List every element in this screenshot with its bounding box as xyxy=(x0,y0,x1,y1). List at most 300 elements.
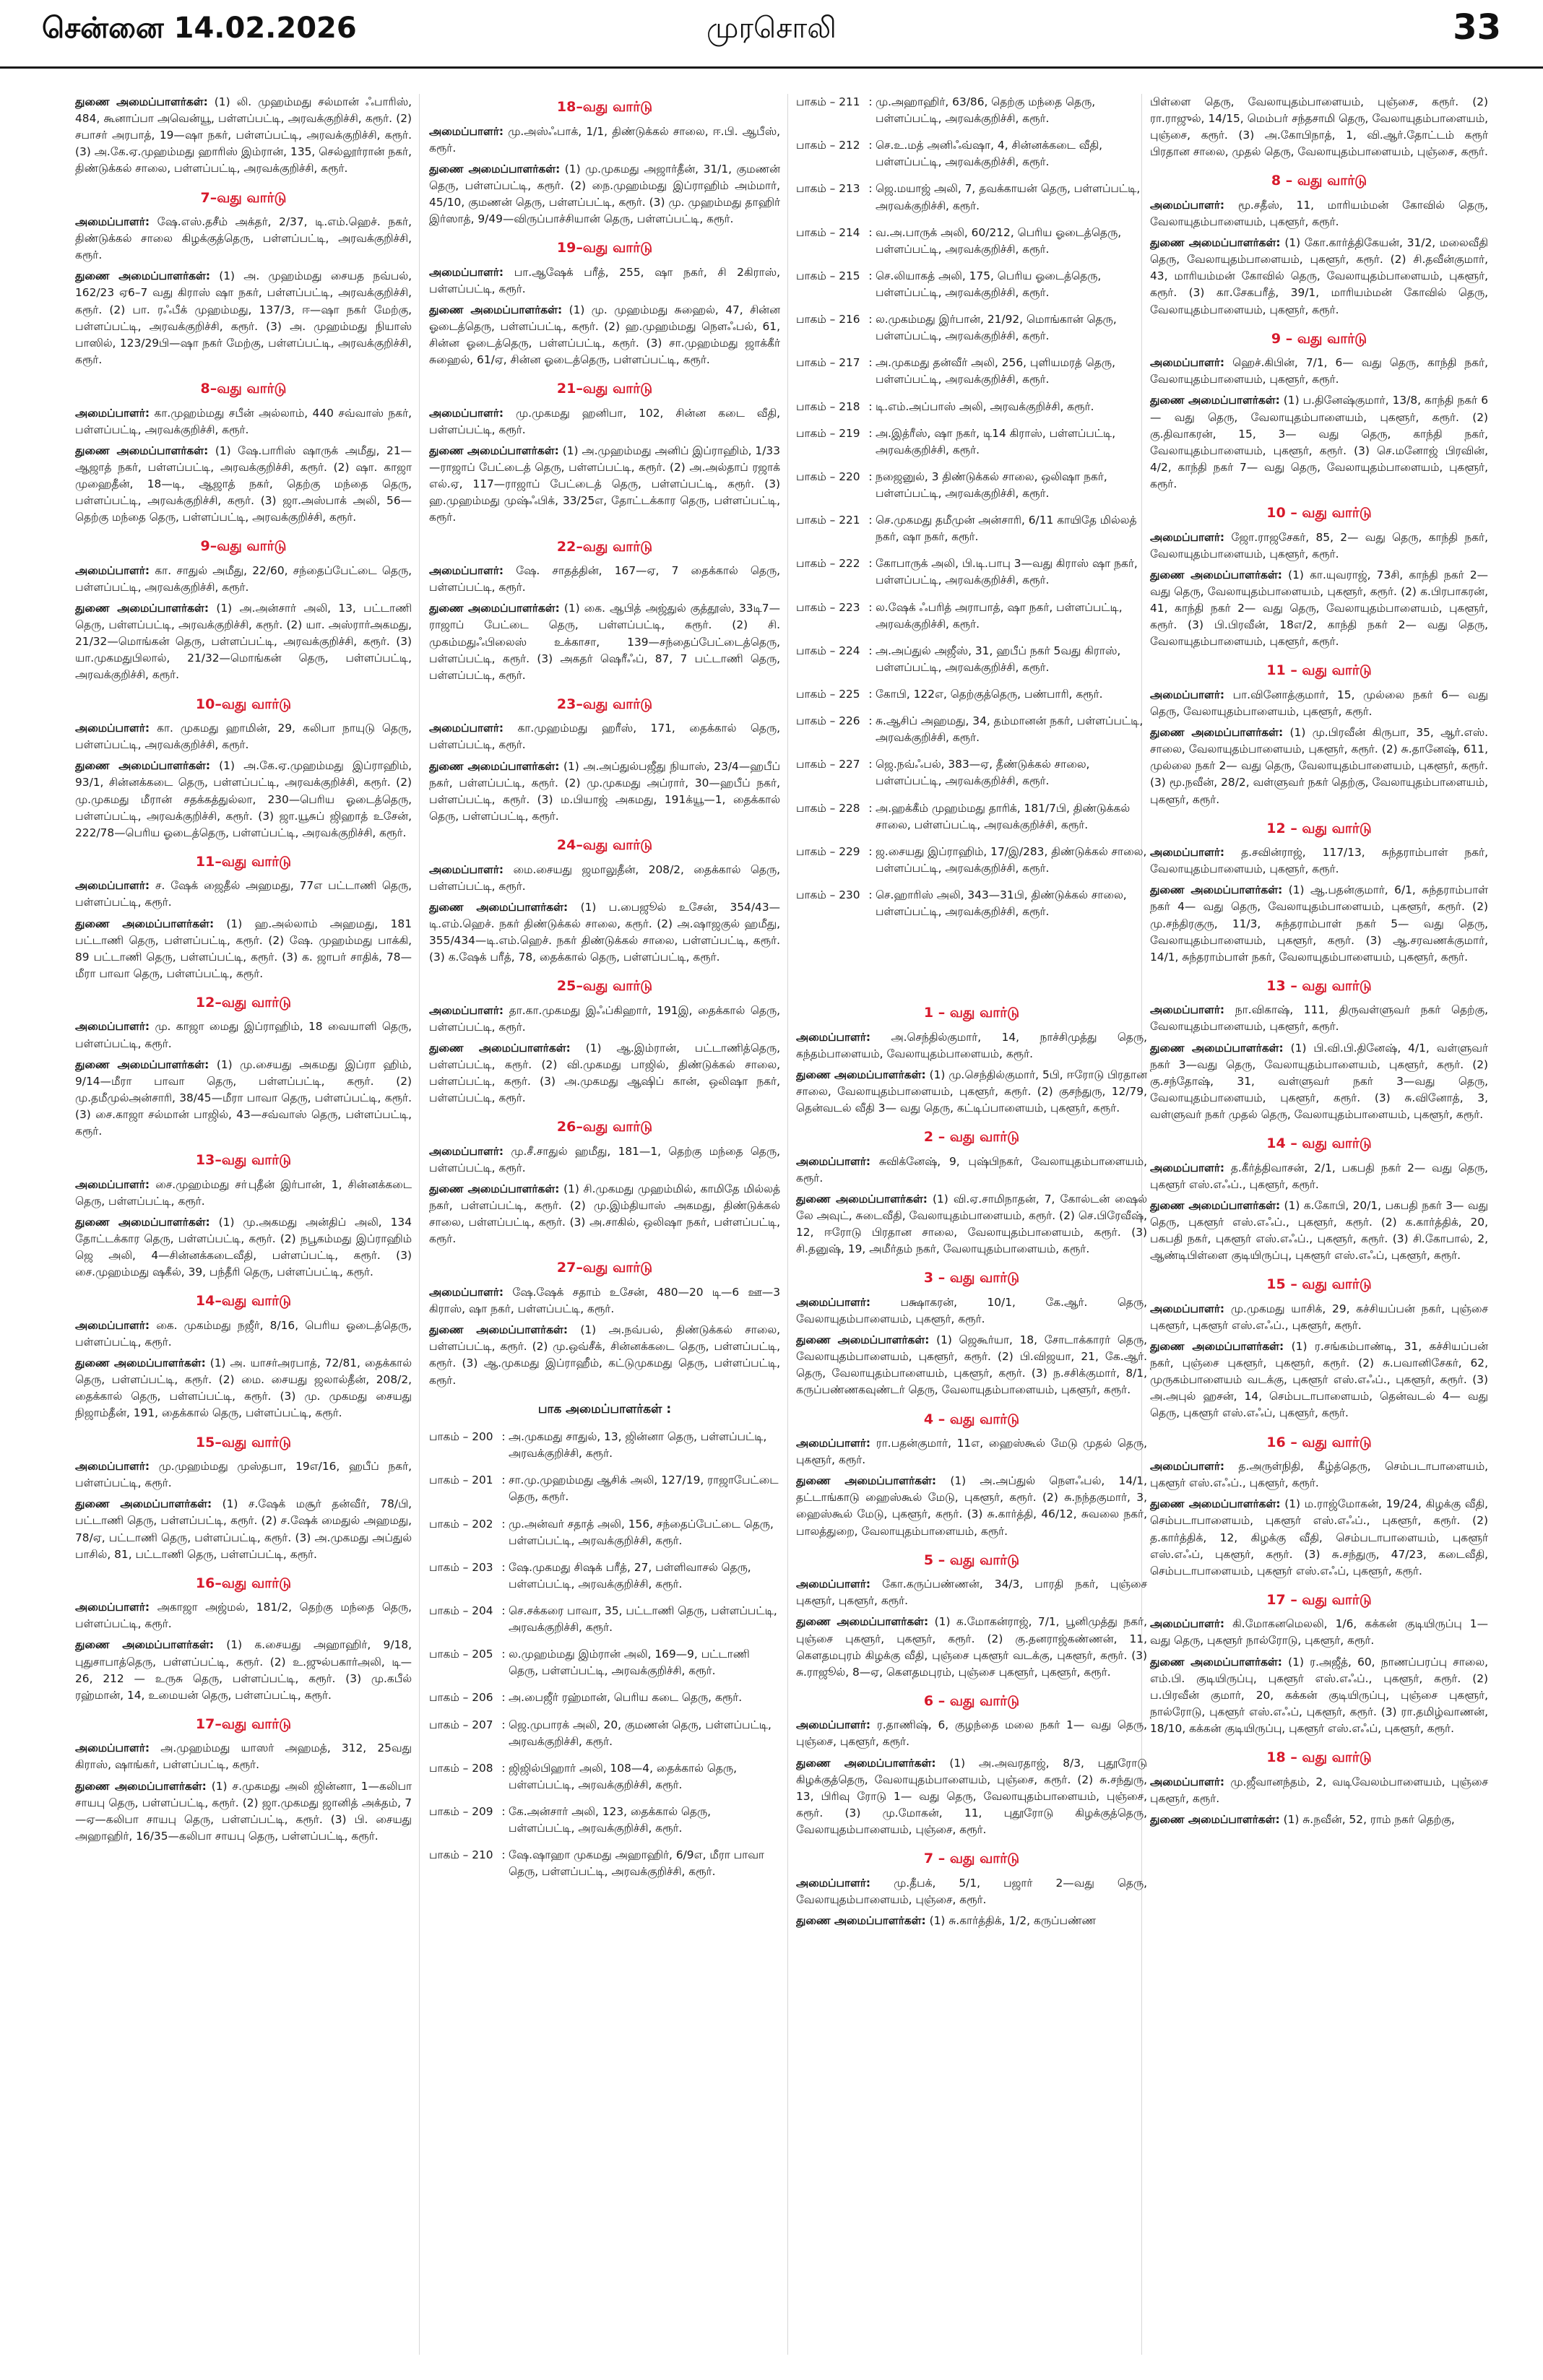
role-label: துணை அமைப்பாளர்கள்: xyxy=(796,1756,936,1770)
member-entry xyxy=(429,1143,780,1177)
page-number: 33 xyxy=(1453,7,1501,48)
member-entry xyxy=(1150,355,1488,388)
booth-details: ஷே.ஷாஹா முகமது அஹாஹிர், 6/9எ, மீரா பாவா தெரு, பள்ளப்பட்டி, அரவக்குறிச்சி, கரூர். xyxy=(509,1848,764,1879)
ward-block xyxy=(75,992,412,1140)
newspaper-masthead xyxy=(0,0,1543,69)
ward-block xyxy=(75,188,412,368)
booth-details: ல.முஹம்மது இம்ரான் அலி, 169—9, பட்டாணி தெரு, பள்ளப்பட்டி, அரவக்குறிச்சி, கரூர். xyxy=(509,1648,750,1678)
member-details: (1) அ.கே.ஏ.முஹம்மது இப்ராஹிம், 93/1, சின்னக்கடை தெரு, பள்ளப்பட்டி, அரவக்குறிச்சி, கரூர். (2) மு.முகமது மீரான் சதக்கத்துல்லா, 230—பெரிய ஓடைத்தெரு, பள்ளப்பட்டி, அரவக்குறிச்சி, கரூர். (3) ஜா.யூசுப் ஜிஹாத் உசேன், 222/78—பெரிய ஓடைத்தெரு, பள்ளப்பட்டி, அரவக்குறிச்சி, கரூர். xyxy=(75,759,412,839)
booth-details: சா.மு.முஹம்மது ஆசிக் அலி, 127/19, ராஜாபேட்டை தெரு, கரூர். xyxy=(509,1474,779,1504)
role-label: துணை அமைப்பாளர்கள்: xyxy=(796,1474,937,1488)
colon-separator: : xyxy=(868,95,873,108)
ward-heading: 26–வது வார்டு xyxy=(556,1119,653,1135)
ward-block xyxy=(75,378,412,526)
ward-block xyxy=(796,1550,1147,1681)
ward-block xyxy=(429,1258,780,1388)
colon-separator: : xyxy=(501,1718,506,1731)
member-entry xyxy=(429,720,780,753)
role-label: அமைப்பாளர்: xyxy=(1150,1161,1225,1174)
member-details: சை.முஹம்மது சா்புதீன் இர்பான், 1, சின்னக்கடை தெரு, பள்ளப்பட்டி, கரூர். xyxy=(75,1177,412,1208)
member-entry xyxy=(75,1018,412,1052)
member-entry xyxy=(75,1778,412,1845)
member-details: த.அருள்நிதி, கீழ்த்தெரு, செம்படாபாளையம், புகளூர் எஸ்.எஃப்., புகளூர், கரூர். xyxy=(1150,1460,1488,1490)
member-details: அகாஜா அஜ்மல், 181/2, தெற்கு மந்தை தெரு, பள்ளப்பட்டி, கரூர். xyxy=(75,1601,412,1631)
booth-number: பாகம் – 202 xyxy=(429,1517,493,1531)
member-entry xyxy=(1150,1774,1488,1807)
newspaper-title: முரசொலி xyxy=(706,12,837,45)
ward-block xyxy=(1150,1432,1488,1580)
member-entry xyxy=(429,563,780,596)
member-entry xyxy=(429,899,780,966)
role-label: துணை அமைப்பாளர்கள்: xyxy=(1150,394,1280,407)
member-entry xyxy=(75,268,412,368)
column-divider xyxy=(419,94,420,2355)
colon-separator: : xyxy=(868,182,873,196)
role-label: அமைப்பாளர்: xyxy=(1150,356,1225,370)
booth-row xyxy=(796,756,1147,789)
role-label: துணை அமைப்பாளர்கள்: xyxy=(1150,1497,1281,1511)
member-details: (1) லி. முஹம்மது சல்மான் ஃபாரிஸ், 484, கூனாப்பா அவென்யூ, பள்ளப்பட்டி, அரவக்குறிச்சி, கரூர். (2) சபாசர் அரபாத், 19—ஷா நகர், பள்ளப்பட்டி, அரவக்குறிச்சி, கரூர். (3) அ.கே.ஏ.முஹம்மது ஹாரிஸ் இம்ரான், 135, செல்லூர்ரான் நகர், திண்டுக்கல் சாலை, பள்ளப்பட்டி, அரவக்குறிச்சி, கரூர். xyxy=(75,95,412,176)
booth-details: கோபி, 122எ, தெற்குத்தெரு, பண்பாரி, கரூர். xyxy=(876,687,1103,701)
colon-separator: : xyxy=(868,557,873,571)
member-entry xyxy=(75,878,412,911)
member-entry xyxy=(429,264,780,298)
role-label: அமைப்பாளர்: xyxy=(796,1437,871,1450)
ward-heading: 9 – வது வார்டு xyxy=(1271,330,1367,347)
member-entry xyxy=(75,443,412,527)
member-details: நா.விகாஷ், 111, திருவள்ளுவர் நகர் தெற்கு, வேலாயுதம்பாளையம், புகளூர், கரூர். xyxy=(1150,1003,1488,1034)
member-details: பா.வினோத்குமார், 15, முல்லை நகர் 6— வது தெரு, வேலாயுதம்பாளையம், புகளூர், கரூர். xyxy=(1150,688,1488,718)
role-label: துணை அமைப்பாளர்கள்: xyxy=(75,759,210,773)
member-details: த.சவின்ராஜ், 117/13, சுந்தராம்பாள் நகர், வேலாயுதம்பாளையம், புகளூர், கரூர். xyxy=(1150,846,1488,876)
member-details: (1) ர.சங்கம்பாண்டி, 31, கச்சியப்பன் நகர், புஞ்சை புகளூர், புகளூர், கரூர். (2) சு.பவானிசேகர், 62, முருகம்பாளையம் வடக்கு, புகளூர் எஸ்.எஃப்., புகளூர், கரூர். (3) அ.அபுல் ஹசன், 14, செம்படாபாளையம், தென்வடல் 4— வது தெரு, புகளூர் எஸ்.எஃப், புகளூர், கரூர். xyxy=(1150,1340,1488,1420)
member-entry xyxy=(429,302,780,368)
booth-details: நஜைனுல், 3 திண்டுக்கல் சாலை, ஒலிஷா நகர், பள்ளப்பட்டி, அரவக்குறிச்சி, கரூர். xyxy=(876,469,1107,500)
role-label: அமைப்பாளர்: xyxy=(1150,688,1225,701)
member-details: (1) மு. முஹம்மது சுஹைல், 47, சின்ன ஓடைத்தெரு, பள்ளப்பட்டி, கரூர். (2) ஹ.முஹம்மது நௌஃபல், 61, சின்ன ஓடைத்தெரு, பள்ளப்பட்டி, கரூர். (3) சா.முஹம்மது ஜாக்கீர் சுஹைல், 61/ஏ, சின்ன ஓடைத்தெரு, பள்ளப்பட்டி, கரூர். xyxy=(429,303,780,367)
role-label: துணை அமைப்பாளர்கள்: xyxy=(1150,726,1284,740)
ward-heading: 3 – வது வார்டு xyxy=(923,1270,1020,1286)
colon-separator: : xyxy=(868,600,873,614)
member-entry xyxy=(429,1284,780,1317)
booth-row xyxy=(429,1646,780,1679)
booth-number: பாகம் – 220 xyxy=(796,469,860,483)
member-entry xyxy=(429,600,780,684)
ward-heading: 9–வது வார்டு xyxy=(200,538,287,555)
role-label: அமைப்பாளர்: xyxy=(75,1318,150,1332)
member-details: (1) மு.முகமது அஜார்தீன், 31/1, குமணன் தெரு, பள்ளப்பட்டி, கரூர். (2) நை.முஹம்மது இப்ராஹிம் அம்மார், 45/10, குமணன் தெரு, பள்ளப்பட்டி, கரூர். (3) மு. முஹம்மது தாஹிர் இர்ஸாத், 9/49—விருப்பாச்சியான் தெரு, பள்ளப்பட்டி, கரூர். xyxy=(429,162,780,226)
member-details: மு. காஜா மைது இப்ராஹிம், 18 வையாளி தெரு, பள்ளப்பட்டி, கரூர். xyxy=(75,1020,412,1050)
role-label: துணை அமைப்பாளர்கள்: xyxy=(429,444,559,458)
role-label: துணை அமைப்பாளர்கள்: xyxy=(429,1182,560,1196)
member-entry xyxy=(75,1317,412,1351)
colon-separator: : xyxy=(501,1430,506,1444)
booth-row xyxy=(796,268,1147,301)
member-entry xyxy=(1150,1160,1488,1193)
colon-separator: : xyxy=(868,844,873,858)
ward-block xyxy=(796,1409,1147,1540)
ward-heading: 17–வது வார்டு xyxy=(195,1715,292,1732)
colon-separator: : xyxy=(501,1517,506,1531)
role-label: அமைப்பாளர்: xyxy=(75,1460,150,1474)
role-label: அமைப்பாளர்: xyxy=(796,1876,871,1890)
ward-block xyxy=(1150,1590,1488,1737)
role-label: அமைப்பாளர்: xyxy=(75,1020,150,1034)
role-label: துணை அமைப்பாளர்கள்: xyxy=(75,1057,209,1071)
member-details: கா. சாதுல் அமீது, 22/60, சந்தைப்பேட்டை தெரு, பள்ளப்பட்டி, அரவக்குறிச்சி, கரூர். xyxy=(75,563,412,594)
booth-row xyxy=(429,1760,780,1793)
role-label: அமைப்பாளர்: xyxy=(429,862,504,876)
booth-details: ஜெ.முபாரக் அலி, 20, குமணன் தெரு, பள்ளப்பட்டி, அரவக்குறிச்சி, கரூர். xyxy=(509,1718,772,1748)
role-label: அமைப்பாளர்: xyxy=(1150,846,1225,860)
member-details: (1) சு.கார்த்திக், 1/2, கருப்பண்ண xyxy=(925,1913,1097,1927)
booth-row xyxy=(796,512,1147,545)
ward-heading: 15 – வது வார்டு xyxy=(1266,1276,1372,1293)
ward-block xyxy=(796,1848,1147,1929)
role-label: துணை அமைப்பாளர்கள்: xyxy=(429,602,560,615)
booth-details: அ.முகமது சாதுல், 13, ஜின்னா தெரு, பள்ளப்பட்டி, அரவக்குறிச்சி, கரூர். xyxy=(509,1430,767,1461)
role-label: அமைப்பாளர்: xyxy=(1150,1617,1225,1631)
role-label: துணை அமைப்பாளர்கள்: xyxy=(1150,1655,1282,1669)
member-entry xyxy=(429,1003,780,1036)
member-details: பக்ஷாகரன், 10/1, கே.ஆர். தெரு, வேலாயுதம்பாளையம், புகளூர், கரூர். xyxy=(796,1295,1147,1325)
booth-number: பாகம் – 213 xyxy=(796,182,860,196)
ward-block xyxy=(429,694,780,825)
booth-number: பாகம் – 217 xyxy=(796,356,860,370)
member-details: பிள்ளை தெரு, வேலாயுதம்பாளையம், புஞ்சை, கரூர். (2) ரா.ராஜுல், 14/15, மெம்பர் சந்தசாமி தெரு, வேலாயுதம்பாளையம், புஞ்சை, கரூர். (3) அ.கோபிநாத், 1, வி.ஆர்.தோட்டம் கரூர் பிரதான சாலை, முதல் தெரு, வேலாயுதம்பாளையம், புஞ்சை, கரூர். xyxy=(1150,95,1488,159)
role-label: துணை அமைப்பாளர்கள்: xyxy=(75,1356,206,1370)
colon-separator: : xyxy=(868,269,873,282)
member-details: அ.செந்தில்குமார், 14, நாச்சிமுத்து தெரு, கந்தம்பாளையம், வேலாயுதம்பாளையம், கரூர். xyxy=(796,1030,1147,1060)
member-details: தா.கா.முகமது இஃப்கிஹார், 191இ, தைக்கால் தெரு, பள்ளப்பட்டி, கரூர். xyxy=(429,1003,780,1034)
colon-separator: : xyxy=(501,1604,506,1617)
ward-block xyxy=(1150,170,1488,318)
booth-row xyxy=(429,1847,780,1880)
colon-separator: : xyxy=(501,1474,506,1487)
booth-row xyxy=(796,643,1147,676)
booth-number: பாகம் – 226 xyxy=(796,714,860,728)
member-entry xyxy=(75,94,412,178)
member-details: (1) மு.செந்தில்குமார், 5பி, ஈரோடு பிரதான சாலை, வேலாயுதம்பாளையம், புகளூர், கரூர். (2) குசந்துரு, 12/79, தென்வடல் வீதி 3— வது தெரு, கட்டிப்பாளையம், புகளூர், கரூர். xyxy=(796,1068,1147,1115)
ward-heading: 11–வது வார்டு xyxy=(195,853,292,870)
ward-heading: 23–வது வார்டு xyxy=(556,696,653,712)
booth-number: பாகம் – 218 xyxy=(796,399,860,413)
role-label: அமைப்பாளர்: xyxy=(429,406,504,420)
booth-row xyxy=(429,1717,780,1750)
role-label: துணை அமைப்பாளர்கள்: xyxy=(429,900,569,914)
ward-heading: 25–வது வார்டு xyxy=(556,978,653,995)
booth-details: செ.லியாகத் அலி, 175, பெரிய ஓடைத்தெரு, பள்ளப்பட்டி, அரவக்குறிச்சி, கரூர். xyxy=(876,269,1102,299)
colon-separator: : xyxy=(868,758,873,771)
member-details: (1) மு.அகமது அன்திப் அலி, 134 தோட்டக்கார தெரு, பள்ளப்பட்டி, கரூர். (2) நபூகம்மது இப்ராஹிம் ஜெ அலி, 4—சின்னக்கடைவீதி, பள்ளப்பட்டி, கரூர். (3) சை.முஹம்மது ஷகீல், 39, பந்தீரி தெரு, பள்ளப்பட்டி, கரூர். xyxy=(75,1215,412,1279)
role-label: துணை அமைப்பாளர்கள்: xyxy=(796,1068,926,1081)
booth-details: செ.முகமது தமீமுன் அன்சாரி, 6/11 காயிதே மில்லத் நகர், ஷா நகர், கரூர். xyxy=(876,514,1137,544)
member-details: (1) க.கோபி, 20/1, பகபதி நகர் 3— வது தெரு, புகளூர் எஸ்.எஃப்., புகளூர், கரூர். (2) க.கார்த்திக், 20, பகபதி நகர், புகளூர் எஸ்.எஃப்., புகளூர், கரூர். (3) சி.கோபால், 2, ஆண்டிபிள்ளை குடியிருப்பு, புகளூர் எஸ்.எஃப், புகளூர், கரூர். xyxy=(1150,1198,1488,1263)
member-entry xyxy=(796,1473,1147,1539)
ward-block xyxy=(75,1291,412,1421)
role-label: அமைப்பாளர்: xyxy=(1150,198,1225,212)
member-details: மு.முகமது ஹனிபா, 102, சின்ன கடை வீதி, பள்ளப்பட்டி, கரூர். xyxy=(429,406,780,436)
member-details: ர.தாணிஷ், 6, குழந்தை மலை நகர் 1— வது தெரு, புஞ்சை, புகளூர், கரூர். xyxy=(796,1718,1147,1749)
member-details: மை.சையது ஜமாலுதீன், 208/2, தைக்கால் தெரு, பள்ளப்பட்டி, கரூர். xyxy=(429,862,780,893)
role-label: துணை அமைப்பாளர்கள்: xyxy=(429,303,563,316)
member-details: கை. முகம்மது நஜீர், 8/16, பெரிய ஓடைத்தெரு, பள்ளப்பட்டி, கரூர். xyxy=(75,1318,412,1349)
booth-number: பாகம் – 209 xyxy=(429,1804,493,1818)
ward-heading: 17 – வது வார்டு xyxy=(1266,1591,1372,1608)
member-entry xyxy=(1150,882,1488,966)
booth-row xyxy=(429,1559,780,1593)
ward-block xyxy=(429,1117,780,1247)
colon-separator: : xyxy=(501,1648,506,1661)
member-entry xyxy=(1150,1458,1488,1492)
ward-heading: 18–வது வார்டு xyxy=(556,99,653,115)
booth-number: பாகம் – 206 xyxy=(429,1691,493,1705)
member-entry xyxy=(796,1614,1147,1680)
member-entry xyxy=(1150,1040,1488,1124)
member-entry xyxy=(796,1191,1147,1258)
ward-heading: 14 – வது வார்டு xyxy=(1266,1135,1372,1152)
member-entry xyxy=(1150,844,1488,878)
ward-block xyxy=(1150,818,1488,966)
role-label: அமைப்பாளர்: xyxy=(429,265,504,279)
member-details: (1) ஜெகூர்யா, 18, சோடாக்காரர் தெரு, வேலாயுதம்பாளையம், புகளூர், கரூர். (2) பி.விஜயா, 21, கே.ஆர். தெரு, வேலாயுதம்பாளையம், புகளூர், கரூர். (3) ந.சசிக்குமார், 8/1, கருப்பண்ணகவுண்டர் தெரு, வேலாயுதம்பாளையம், புகளூர், கரூர். xyxy=(796,1333,1147,1397)
role-label: துணை அமைப்பாளர்கள்: xyxy=(1150,568,1282,581)
member-entry xyxy=(429,405,780,438)
member-details: ஜோ.ராஜசேகர், 85, 2— வது தெரு, காந்தி நகர், வேலாயுதம்பாளையம், புகளூர், கரூர். xyxy=(1150,530,1488,561)
member-entry xyxy=(796,1576,1147,1609)
member-entry xyxy=(1150,235,1488,319)
booth-number: பாகம் – 215 xyxy=(796,269,860,282)
booth-details: அ.பைஜீர் ரஹ்மான், பெரிய கடை தெரு, கரூர். xyxy=(509,1691,743,1705)
member-details: (1) க.சையது அஹாஹிர், 9/18, புதுசாபாத்தெரு, பள்ளப்பட்டி, கரூர். (2) உ.ஜுல்பகார்அலி, டி—26, 212 — உருசு தெரு, பள்ளப்பட்டி, கரூர். (3) மு.கபீல் ரஹ்மான், 14, உமையன் தெரு, பள்ளப்பட்டி, கரூர். xyxy=(75,1638,412,1702)
role-label: அமைப்பாளர்: xyxy=(75,563,150,577)
role-label: துணை அமைப்பாளர்கள்: xyxy=(75,1779,207,1793)
role-label: அமைப்பாளர்: xyxy=(1150,1775,1225,1788)
member-entry xyxy=(1150,567,1488,651)
member-details: மு.முஹம்மது முஸ்தபா, 19எ/16, ஹபீப் நகர், பள்ளப்பட்டி, கரூர். xyxy=(75,1460,412,1490)
booth-row xyxy=(796,887,1147,920)
member-entry xyxy=(75,1740,412,1773)
booth-number: பாகம் – 222 xyxy=(796,557,860,571)
member-entry xyxy=(75,1214,412,1281)
member-details: ஷே.ஷேக் சதாம் உசேன், 480—20 டி—6 ஊ—3 கிராஸ், ஷா நகர், பள்ளப்பட்டி, கரூர். xyxy=(429,1285,780,1316)
ward-block xyxy=(75,1573,412,1704)
booth-details: அ.முகமது தன்வீர் அலி, 256, புளியமரத் தெரு, பள்ளப்பட்டி, அரவக்குறிச்சி, கரூர். xyxy=(876,356,1115,386)
booth-details: மு.அன்வர் சதாத் அலி, 156, சந்தைப்பேட்டை தெரு, பள்ளப்பட்டி, அரவக்குறிச்சி, கரூர். xyxy=(509,1517,774,1547)
booth-number: பாகம் – 216 xyxy=(796,313,860,326)
role-label: துணை அமைப்பாளர்கள்: xyxy=(429,759,560,773)
booth-row xyxy=(796,137,1147,170)
ward-block xyxy=(796,1127,1147,1258)
colon-separator: : xyxy=(868,714,873,728)
member-entry xyxy=(75,405,412,438)
booth-details: டி.எம்.அப்பாஸ் அலி, அரவக்குறிச்சி, கரூர். xyxy=(876,399,1094,413)
member-details: (1) கோ.கார்த்திகேயன், 31/2, மலைவீதி தெரு, வேலாயுதம்பாளையம், புகளூர், கரூர். (2) சி.தவீன்குமார், 43, மாரியம்மன் கோவில் தெரு, வேலாயுதம்பாளையம், புகளூர், கரூர். (3) கா.சேகபரீத், 39/1, மாரியம்மன் கோவில் தெரு, வேலாயுதம்பாளையம், புகளூர், கரூர். xyxy=(1150,236,1488,316)
role-label: அமைப்பாளர்: xyxy=(1150,530,1225,544)
member-details: (1) மு.சையது அகமது இப்ரா ஹிம், 9/14—மீரா பாவா தெரு, பள்ளப்பட்டி, கரூர். (2) மு.தமீமுல்அன்சாரி, 38/45—மீரா பாவா தெரு, பள்ளப்பட்டி, கரூர். (3) சை.காஜா சல்மான் பாஜில், 43—சவ்வாஸ் தெரு, பள்ளப்பட்டி, கரூர். xyxy=(75,1057,412,1138)
booth-row xyxy=(796,311,1147,345)
role-label: துணை அமைப்பாளர்கள்: xyxy=(75,443,209,457)
role-label: துணை அமைப்பாளர்கள்: xyxy=(429,162,561,176)
booth-number: பாகம் – 230 xyxy=(796,888,860,901)
ward-heading: 6 – வது வார்டு xyxy=(923,1692,1020,1709)
role-label: அமைப்பாளர்: xyxy=(429,124,504,138)
booth-row xyxy=(429,1603,780,1636)
booth-number: பாகம் – 219 xyxy=(796,426,860,440)
colon-separator: : xyxy=(868,399,873,413)
member-details: கா.முஹம்மது சபீன் அல்லாம், 440 சவ்வாஸ் நகர், பள்ளப்பட்டி, அரவக்குறிச்சி, கரூர். xyxy=(75,406,412,436)
column-4 xyxy=(1150,94,1488,2362)
ward-heading: 8 – வது வார்டு xyxy=(1271,173,1367,189)
role-label: துணை அமைப்பாளர்கள்: xyxy=(75,269,210,283)
member-entry xyxy=(75,1355,412,1421)
ward-block xyxy=(429,97,780,228)
ward-block xyxy=(75,1150,412,1281)
member-entry xyxy=(75,600,412,684)
member-entry xyxy=(75,1637,412,1703)
member-details: (1) அ.முஹம்மது அனிப் இப்ராஹிம், 1/33—ராஜாப் பேட்டைத் தெரு, பள்ளப்பட்டி, கரூர். (2) அ.அல்தாப் ரஜாக் எல்.ஏ, 117—ராஜாப் பேட்டைத் தெரு, பள்ளப்பட்டி, கரூர். (3) ஹ.முஹம்மது முஷ்ஃபிக், 33/25எ, தோட்டக்கார தெரு, பள்ளப்பட்டி, கரூர். xyxy=(429,444,780,524)
member-entry xyxy=(1150,1616,1488,1649)
booth-number: பாகம் – 207 xyxy=(429,1718,493,1731)
booth-row xyxy=(796,181,1147,214)
member-details: மூ.சதீஸ், 11, மாரியம்மன் கோவில் தெரு, வேலாயுதம்பாளையம், புகளூர், கரூர். xyxy=(1150,198,1488,229)
booth-row xyxy=(796,686,1147,703)
ward-heading: 15–வது வார்டு xyxy=(195,1434,292,1450)
member-entry xyxy=(796,1067,1147,1117)
booth-number: பாகம் – 214 xyxy=(796,225,860,239)
member-details: (1) ச.ஷேக் மசூர் தன்வீர், 78/பி, பட்டாணி தெரு, பள்ளப்பட்டி, கரூர். (2) ச.ஷேக் மைதுல் அஹமது, 78/ஏ, பட்டாணி தெரு, பள்ளப்பட்டி, கரூர். (3) அ.முகமது அப்துல் பாசில், 81, பட்டாணி தெரு, பள்ளப்பட்டி, கரூர். xyxy=(75,1497,412,1561)
role-label: துணை அமைப்பாளர்கள்: xyxy=(75,1497,212,1511)
ward-block xyxy=(1150,1747,1488,1828)
booth-details: ல.ஷேக் ஃபரித் அராபாத், ஷா நகர், பள்ளப்பட்டி, அரவக்குறிச்சி, கரூர். xyxy=(876,600,1123,631)
member-details: (1) கா.யுவராஜ், 73சி, காந்தி நகர் 2—வது தெரு, வேலாயுதம்பாளையம், புகளூர், கரூர். (2) க.பிரபாகரன், 41, காந்தி நகர் 2— வது தெரு, வேலாயுதம்பாளையம், புகளூர், கரூர். (3) பி.பிரவீன், 18எ/2, காந்தி நகர் 2— வது தெரு, வேலாயுதம்பாளையம், புகளூர், கரூர். xyxy=(1150,568,1488,649)
ward-heading: 7 – வது வார்டு xyxy=(923,1851,1020,1867)
role-label: அமைப்பாளர்: xyxy=(75,406,150,420)
member-entry xyxy=(429,862,780,895)
role-label: அமைப்பாளர்: xyxy=(75,879,150,893)
role-label: அமைப்பாளர்: xyxy=(796,1578,871,1591)
colon-separator: : xyxy=(868,139,873,152)
role-label: அமைப்பாளர்: xyxy=(75,1601,150,1614)
booth-row xyxy=(796,844,1147,877)
member-details: (1) ஆ.பதன்குமார், 6/1, சுந்தராம்பாள் நகர் 4— வது தெரு, வேலாயுதம்பாளையம், புகளூர், கரூர். (2) மு.சந்திரகுரு, 11/3, சுந்தராம்பாள் நகர் 5— வது தெரு, வேலாயுதம்பாளையம், புகளூர், கரூர். (3) ஆ.சரவணக்குமார், 14/1, சுந்தராம்பாள் நகர், வேலாயுதம்பாளையம், புகளூர், கரூர். xyxy=(1150,883,1488,964)
booth-details: கே.அன்சார் அலி, 123, தைக்கால் தெரு, பள்ளப்பட்டி, அரவக்குறிச்சி, கரூர். xyxy=(509,1804,712,1835)
colon-separator: : xyxy=(868,426,873,440)
member-details: (1) கை. ஆபித் அஜ்துல் குத்தூஸ், 33டி7—ராஜாப் பேட்டை தெரு, பள்ளப்பட்டி, கரூர். (2) சி. முகம்மதுஃபிலைஸ் உக்காசா, 139—சந்தைப்பேட்டைத்தெரு, பள்ளப்பட்டி, கரூர். (3) அகதர் ஷெரீஃப், 87, 7 பட்டாணி தெரு, பள்ளப்பட்டி, கரூர். xyxy=(429,602,780,682)
ward-heading: 21–வது வார்டு xyxy=(556,381,653,397)
member-details: (1) அ.நவ்பல், திண்டுக்கல் சாலை, பள்ளப்பட்டி, கரூர். (2) மு.ஒவ்சீக், சின்னக்கடை தெரு, பள்ளப்பட்டி, கரூர். (3) ஆ.முகமது இப்ராஹீம், கட்டுமுகமது தெரு, பள்ளப்பட்டி, கரூர். xyxy=(429,1323,780,1387)
member-details: மு.சீ.சாதுல் ஹமீது, 181—1, தெற்கு மந்தை தெரு, பள்ளப்பட்டி, கரூர். xyxy=(429,1144,780,1174)
role-label: அமைப்பாளர்: xyxy=(429,1285,504,1299)
member-details: (1) ப.தினேஷ்குமார், 13/8, காந்தி நகர் 6— வது தெரு, வேலாயுதம்பாளையம், புகளூர், கரூர். (2) கு.திவாகரன், 15, 3— வது தெரு, காந்தி நகர், வேலாயுதம்பாளையம், புகளூர், கரூர். (3) செ.மனோஜ் பிரவின், 4/2, காந்தி நகர் 7— வது தெரு, வேலாயுதம்பாளையம், புகளூர், கரூர். xyxy=(1150,394,1488,490)
member-entry xyxy=(75,758,412,841)
ward-block xyxy=(429,537,780,684)
member-details: (1) சி.முகமது முஹம்மில், காமிதே மில்லத் நகர், பள்ளப்பட்டி, கரூர். (2) மு.இம்தியாஸ் அகமது, திண்டுக்கல் சாலை, பள்ளப்பட்டி, கரூர். (3) அ.சாகில், ஒலிஷா நகர், பள்ளப்பட்டி, கரூர். xyxy=(429,1182,780,1246)
role-label: அமைப்பாளர்: xyxy=(796,1030,871,1044)
member-details: ஷே. சாதத்தின், 167—ஏ, 7 தைக்கால் தெரு, பள்ளப்பட்டி, கரூர். xyxy=(429,564,780,594)
member-entry xyxy=(796,1875,1147,1908)
ward-block xyxy=(1150,660,1488,808)
member-entry xyxy=(1150,392,1488,493)
role-label: அமைப்பாளர்: xyxy=(429,722,504,735)
ward-block xyxy=(75,536,412,683)
booth-number: பாகம் – 229 xyxy=(796,844,860,858)
role-label: துணை அமைப்பாளர்கள்: xyxy=(429,1041,571,1055)
ward-block xyxy=(75,94,412,178)
ward-heading: 19–வது வார்டு xyxy=(556,240,653,256)
member-entry xyxy=(1150,1002,1488,1035)
ward-heading: 14–வது வார்டு xyxy=(195,1293,292,1310)
member-details: அ.முஹம்மது யாஸர் அஹமத், 312, 25வது கிராஸ், ஷாங்கர், பள்ளப்பட்டி, கரூர். xyxy=(75,1741,412,1772)
booth-details: ஜ.சையது இப்ராஹிம், 17/இ/283, திண்டுக்கல் சாலை, பள்ளப்பட்டி, அரவக்குறிச்சி, கரூர். xyxy=(876,844,1147,875)
booth-row xyxy=(796,425,1147,459)
ward-block xyxy=(75,1432,412,1563)
booth-number: பாகம் – 211 xyxy=(796,95,860,108)
booth-details: ஜிஜில்பிஹார் அலி, 108—4, தைக்கால் தெரு, பள்ளப்பட்டி, அரவக்குறிச்சி, கரூர். xyxy=(509,1761,737,1791)
ward-block xyxy=(429,976,780,1107)
booth-details: ல.முகம்மது இர்பான், 21/92, மொங்கான் தெரு, பள்ளப்பட்டி, அரவக்குறிச்சி, கரூர். xyxy=(876,313,1117,343)
colon-separator: : xyxy=(501,1761,506,1775)
member-details: (1) அ. முஹம்மது சையத நவ்பல், 162/23 ஏ6–7 வது கிராஸ் ஷா நகர், பள்ளப்பட்டி, அரவக்குறிச்சி, கரூர். (2) பா. ரஃபீக் முஹம்மது, 137/3, ஈ—ஷா நகர் மேற்கு, பள்ளப்பட்டி, அரவக்குறிச்சி, கரூர். (3) அ. முஹம்மது நியாஸ் பாஸில், 123/29பி—ஷா நகர் மேற்கு, பள்ளப்பட்டி, அரவக்குறிச்சி, கரூர். xyxy=(75,269,412,366)
member-details: (1) ஷே.பாரிஸ் ஷாருக் அமீது, 21—ஆஜாத் நகர், பள்ளப்பட்டி, அரவக்குறிச்சி, கரூர். (2) ஷா. காஜா முஹைதீன், 18—டி, ஆஜாத் நகர், தெற்கு மந்தை தெரு, பள்ளப்பட்டி, அரவக்குறிச்சி, கரூர். (3) ஜா.அஸ்பாக் அலி, 56—தெற்கு மந்தை தெரு, பள்ளப்பட்டி, அரவக்குறிச்சி, கரூர். xyxy=(75,443,412,524)
role-label: துணை அமைப்பாளர்கள்: xyxy=(75,602,209,615)
ward-heading: 16–வது வார்டு xyxy=(195,1575,292,1591)
member-entry xyxy=(796,1332,1147,1398)
member-details: (1) அ.அப்துல்பஜீது நியாஸ், 23/4—ஹபீப் நகர், பள்ளப்பட்டி, கரூர். (2) மு.முகமது அப்ரார், 30—ஹபீப் நகர், பள்ளப்பட்டி, கரூர். (3) ம.பியாஜ் அகமது, 191க்யூ—1, தைக்கால் தெரு, பள்ளப்பட்டி, கரூர். xyxy=(429,759,780,823)
member-details: (1) அ.அவரதாஜ், 8/3, புதூரோடு கிழக்குத்தெரு, வேலாயுதம்பாளையம், புஞ்சை, கரூர். (2) சு.சந்துரு, 13, பிரிவு ரோடு 1— வது தெரு, வேலாயுதம்பாளையம், புஞ்சை, கரூர். (3) மு.மோகன், 11, புதூரோடு கிழக்குத்தெரு, வேலாயுதம்பாளையம், புஞ்சை, கரூர். xyxy=(796,1756,1147,1836)
member-details: (1) ம.ராஜ்மோகன், 19/24, கிழக்கு வீதி, செம்படாபாளையம், புகளூர் எஸ்.எஃப்., புகளூர், கரூர். (2) த.கார்த்திக், 12, கிழக்கு வீதி, செம்படாபாளையம், புகளூர் எஸ்.எஃப், புகளூர், கரூர். (3) சு.சந்துரு, 47/23, கடைவீதி, செம்படாபாளையம், புகளூர் எஸ்.எஃப், புகளூர், கரூர். xyxy=(1150,1497,1488,1578)
column-divider xyxy=(787,94,788,2355)
ward-heading: 7–வது வார்டு xyxy=(200,189,287,206)
colon-separator: : xyxy=(868,687,873,701)
booth-row xyxy=(796,600,1147,633)
ward-heading: 11 – வது வார்டு xyxy=(1266,662,1372,679)
booth-number: பாகம் – 208 xyxy=(429,1761,493,1775)
member-entry xyxy=(1150,687,1488,720)
member-entry xyxy=(1150,529,1488,563)
role-label: அமைப்பாளர்: xyxy=(75,215,150,229)
role-label: துணை அமைப்பாளர்கள்: xyxy=(1150,1340,1284,1354)
member-details: ச. ஷேக் ஜைதீல் அஹமது, 77எ பட்டாணி தெரு, பள்ளப்பட்டி, கரூர். xyxy=(75,879,412,909)
ward-heading: 22–வது வார்டு xyxy=(556,538,653,555)
role-label: அமைப்பாளர்: xyxy=(429,1144,504,1158)
colon-separator: : xyxy=(501,1691,506,1705)
booth-number: பாகம் – 223 xyxy=(796,600,860,614)
member-details: ஹெச்.கிபின், 7/1, 6— வது தெரு, காந்தி நகர், வேலாயுதம்பாளையம், புகளூர், கரூர். xyxy=(1150,356,1488,386)
member-entry xyxy=(75,1057,412,1141)
ward-block xyxy=(796,1691,1147,1838)
ward-block xyxy=(796,1268,1147,1398)
member-details: த.கீர்த்திவாசன், 2/1, பகபதி நகர் 2— வது தெரு, புகளூர் எஸ்.எஃப்., புகளூர், கரூர். xyxy=(1150,1161,1488,1191)
member-entry xyxy=(796,1717,1147,1750)
ward-heading: 24–வது வார்டு xyxy=(556,837,653,853)
role-label: அமைப்பாளர்: xyxy=(75,1177,150,1191)
colon-separator: : xyxy=(868,313,873,326)
ward-heading: 12–வது வார்டு xyxy=(195,994,292,1011)
ward-heading: 18 – வது வார்டு xyxy=(1266,1749,1372,1766)
member-details: (1) க.மோகன்ராஜ், 7/1, பூனிமுத்து நகர், புஞ்சை புகளூர், புகளூர், கரூர். (2) கு.தனராஜ்கண்ணன், 11, கௌதமபுரம் கிழக்கு வீதி, புஞ்சை புகளூர் வடக்கு, புகளூர், கரூர். (3) சு.ராஜூல், 8—ஏ, கௌதமபுரம், புஞ்சை புகளூர், புகளூர், கரூர். xyxy=(796,1615,1147,1679)
member-entry xyxy=(75,1599,412,1632)
role-label: அமைப்பாளர்: xyxy=(1150,1302,1225,1315)
role-label: அமைப்பாளர்: xyxy=(75,722,150,735)
member-entry xyxy=(75,214,412,264)
ward-heading: 16 – வது வார்டு xyxy=(1266,1434,1372,1450)
member-details: (1) மு.பிரவீன் கிருபா, 35, ஆர்.எஸ். சாலை, வேலாயுதம்பாளையம், புகளூர், கரூர். (2) சு.தானேஷ், 611, முல்லை நகர் 2— வது தெரு, வேலாயுதம்பாளையம், புகளூர், கரூர். (3) மூ.நவீன், 28/2, வள்ளுவர் நகர் தெற்கு, வேலாயுதம்பாளையம், புகளூர், கரூர். xyxy=(1150,726,1488,806)
ward-heading: 13 – வது வார்டு xyxy=(1266,977,1372,994)
ward-heading: 10–வது வார்டு xyxy=(195,696,292,712)
ward-heading: 10 – வது வார்டு xyxy=(1266,505,1372,522)
booth-row xyxy=(429,1689,780,1706)
